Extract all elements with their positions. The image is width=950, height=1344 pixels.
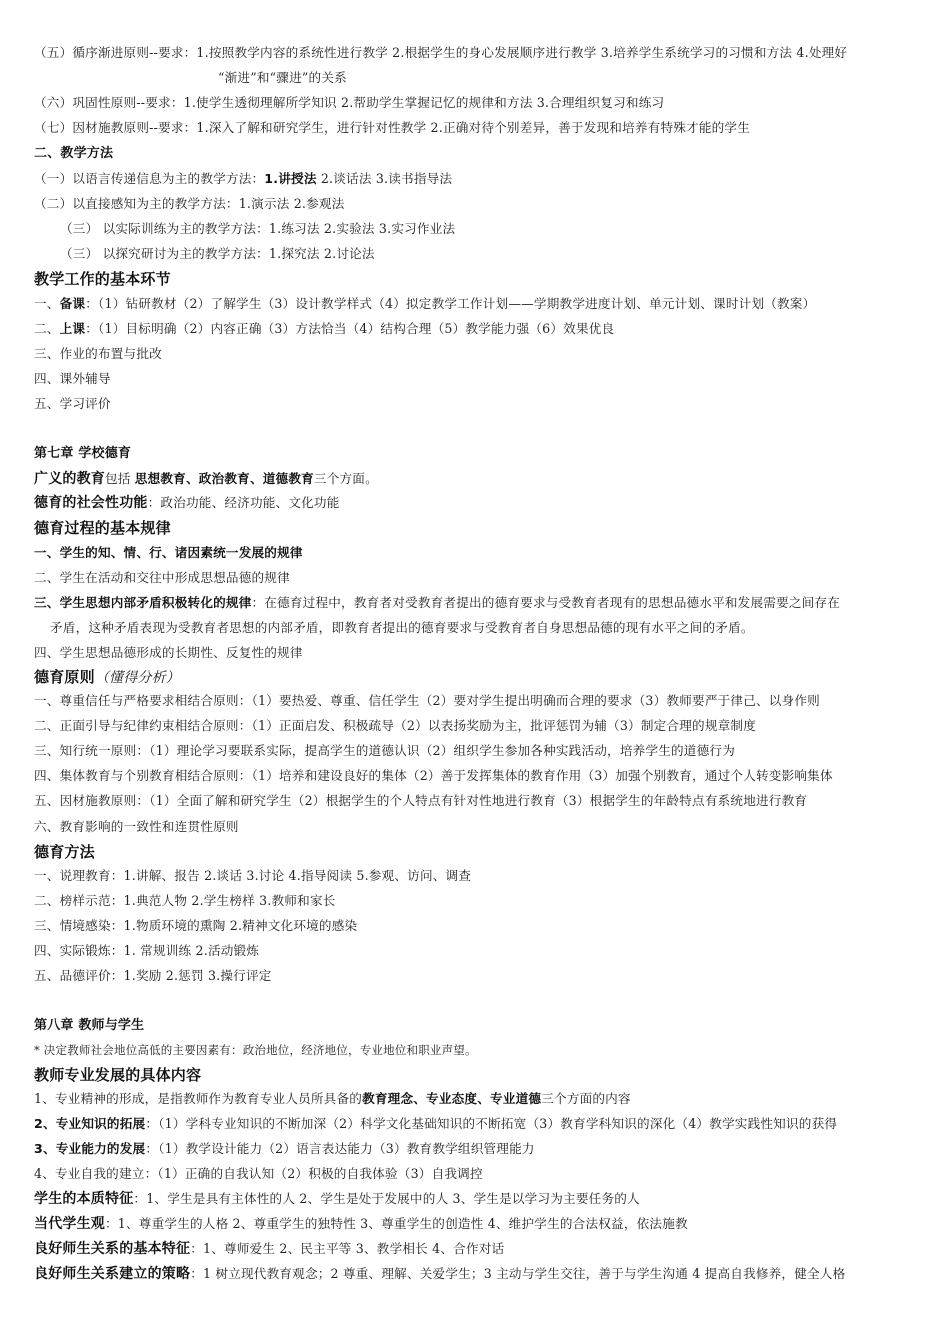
teacher-dev-heading: 教师专业发展的具体内容: [34, 1066, 202, 1084]
moral-method-1: 一、说理教育：1.讲解、报告 2.谈话 3.讨论 4.指导阅读 5.参观、访问、调查: [34, 868, 472, 883]
relation-strategy: 良好师生关系建立的策略：1 树立现代教育观念；2 尊重、理解、关爱学生；3 主动与学生交往，善于与学生沟通 4 提高自我修养，健全人格: [34, 1266, 846, 1282]
social-function: 德育的社会性功能：政治功能、经济功能、文化功能: [34, 495, 340, 511]
principle-7: （七）因材施教原则--要求：1.深入了解和研究学生，进行针对性教学 2.正确对待个别差异，善于发现和培养有特殊才能的学生: [34, 120, 751, 135]
student-view: 当代学生观：1、尊重学生的人格 2、尊重学生的独特性 3、尊重学生的创造性 4、维护学生的合法权益，依法施教: [34, 1216, 688, 1232]
chapter7-title: 第七章 学校德育: [34, 446, 132, 461]
relation-features: 良好师生关系的基本特征：1、尊师爱生 2、民主平等 3、教学相长 4、合作对话: [34, 1241, 505, 1257]
moral-principle-1: 一、尊重信任与严格要求相结合原则：（1）要热爱、尊重、信任学生（2）要对学生提出明确而合理的要求（3）教师要严于律己、以身作则: [34, 693, 820, 708]
teaching-method-2: （二）以直接感知为主的教学方法：1.演示法 2.参观法: [34, 196, 345, 211]
moral-law-1: 一、学生的知、情、行、诸因素统一发展的规律: [34, 545, 303, 560]
moral-method-5: 五、品德评价：1.奖励 2.惩罚 3.操行评定: [34, 968, 272, 983]
moral-principle-6: 六、教育影响的一致性和连贯性原则: [34, 819, 239, 834]
moral-laws-heading: 德育过程的基本规律: [34, 519, 171, 537]
principle-6: （六）巩固性原则--要求：1.使学生透彻理解所学知识 2.帮助学生掌握记忆的规律和方法 3.合理组织复习和练习: [34, 95, 665, 110]
basic-link-5: 五、学习评价: [34, 396, 111, 411]
teacher-dev-2: 2、专业知识的拓展：（1）学科专业知识的不断加深（2）科学文化基础知识的不断拓宽（3）教育学科知识的深化（4）教学实践性知识的获得: [34, 1116, 838, 1131]
broad-education: 广义的教育包括 思想教育、政治教育、道德教育三个方面。: [34, 471, 378, 487]
teaching-method-1: （一）以语言传递信息为主的教学方法：1.讲授法 2.谈话法 3.读书指导法: [34, 171, 453, 186]
teacher-dev-4: 4、专业自我的建立：（1）正确的自我认知（2）积极的自我体验（3）自我调控: [34, 1166, 483, 1181]
moral-principle-2: 二、正面引导与纪律约束相结合原则：（1）正面启发、积极疏导（2）以表扬奖励为主，批评惩罚为辅（3）制定合理的规章制度: [34, 718, 756, 733]
moral-principle-3: 三、知行统一原则：（1）理论学习要联系实际，提高学生的道德认识（2）组织学生参加各种实践活动，培养学生的道德行为: [34, 743, 735, 758]
moral-principles-heading: 德育原则（懂得分析）: [34, 668, 181, 686]
teacher-status-note: * 决定教师社会地位高低的主要因素有：政治地位，经济地位，专业地位和职业声望。: [34, 1043, 477, 1057]
chapter8-title: 第八章 教师与学生: [34, 1018, 145, 1033]
moral-law-3: 三、学生思想内部矛盾积极转化的规律：在德育过程中，教育者对受教育者提出的德育要求与受教育者现有的思想品德水平和发展需要之间存在: [34, 595, 841, 610]
moral-methods-heading: 德育方法: [34, 843, 95, 861]
principle-5-cont: “渐进”和“骤进”的关系: [218, 70, 347, 85]
teacher-dev-3: 3、专业能力的发展：（1）教学设计能力（2）语言表达能力（3）教育教学组织管理能力: [34, 1141, 535, 1156]
teaching-method-3: （三） 以实际训练为主的教学方法：1.练习法 2.实验法 3.实习作业法: [60, 221, 456, 236]
principle-5: （五）循序渐进原则--要求：1.按照教学内容的系统性进行教学 2.根据学生的身心发展顺序进行教学 3.培养学生系统学习的习惯和方法 4.处理好: [34, 45, 848, 60]
basic-link-2: 二、上课：（1）目标明确（2）内容正确（3）方法恰当（4）结构合理（5）教学能力强（6）效果优良: [34, 321, 615, 336]
moral-law-4: 四、学生思想品德形成的长期性、反复性的规律: [34, 645, 303, 660]
student-essence: 学生的本质特征：1、学生是具有主体性的人 2、学生是处于发展中的人 3、学生是以学习为主要任务的人: [34, 1191, 640, 1207]
moral-method-3: 三、情境感染：1.物质环境的熏陶 2.精神文化环境的感染: [34, 918, 358, 933]
basic-link-4: 四、课外辅导: [34, 371, 111, 386]
teaching-methods-heading: 二、教学方法: [34, 146, 114, 161]
moral-principle-4: 四、集体教育与个别教育相结合原则：（1）培养和建设良好的集体（2）善于发挥集体的教育作用（3）加强个别教育，通过个人转变影响集体: [34, 768, 833, 783]
basic-links-heading: 教学工作的基本环节: [34, 270, 171, 288]
basic-link-3: 三、作业的布置与批改: [34, 346, 162, 361]
basic-link-1: 一、备课：（1）钻研教材（2）了解学生（3）设计教学样式（4）拟定教学工作计划——学期教学进度计划、单元计划、课时计划（教案）: [34, 296, 816, 311]
moral-method-2: 二、榜样示范：1.典范人物 2.学生榜样 3.教师和家长: [34, 893, 336, 908]
moral-law-2: 二、学生在活动和交往中形成思想品德的规律: [34, 570, 290, 585]
moral-law-3-cont: 矛盾，这种矛盾表现为受教育者思想的内部矛盾，即教育者提出的德育要求与受教育者自身思想品德的现有水平之间的矛盾。: [50, 620, 754, 635]
moral-method-4: 四、实际锻炼：1. 常规训练 2.活动锻炼: [34, 943, 260, 958]
teacher-dev-1: 1、专业精神的形成，是指教师作为教育专业人员所具备的教育理念、专业态度、专业道德三个方面的内容: [34, 1091, 631, 1106]
teaching-method-4: （三） 以探究研讨为主的教学方法：1.探究法 2.讨论法: [60, 246, 375, 261]
moral-principle-5: 五、因材施教原则：（1）全面了解和研究学生（2）根据学生的个人特点有针对性地进行教育（3）根据学生的年龄特点有系统地进行教育: [34, 793, 808, 808]
